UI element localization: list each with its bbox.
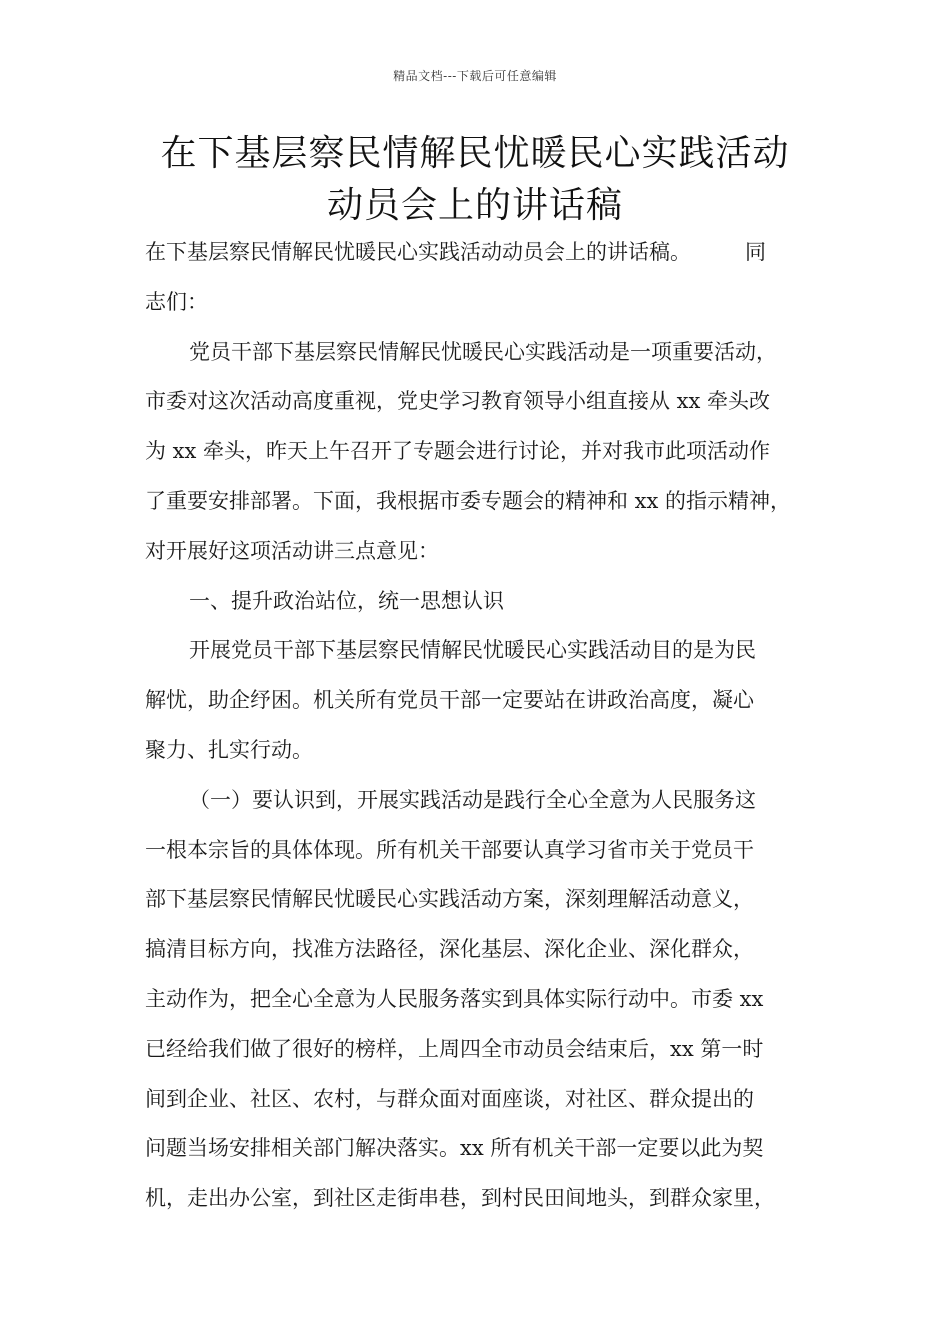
subtitle-text: 在下基层察民情解民忧暖民心实践活动动员会上的讲话稿。 xyxy=(145,240,691,264)
body-line: 主动作为，把全心全意为人民服务落实到具体实际行动中。市委 xx xyxy=(145,986,764,1011)
body-line: 对开展好这项活动讲三点意见： xyxy=(145,538,439,563)
body-line: 志们： xyxy=(145,289,208,314)
body-line: 问题当场安排相关部门解决落实。xx 所有机关干部一定要以此为契 xyxy=(145,1136,764,1161)
document-body xyxy=(145,228,825,1224)
title-line-2: 动员会上的讲话稿 xyxy=(326,185,623,226)
body-line: 机，走出办公室，到社区走街串巷，到村民田间地头，到群众家里， xyxy=(145,1186,775,1211)
body-line: 部下基层察民情解民忧暖民心实践活动方案，深刻理解活动意义， xyxy=(145,887,754,912)
paragraph-first-line: 开展党员干部下基层察民情解民忧暖民心实践活动目的是为民 xyxy=(189,638,756,663)
body-line: 为 xx 牵头，昨天上午召开了专题会进行讨论，并对我市此项活动作 xyxy=(145,439,771,464)
document-title xyxy=(120,128,830,232)
header-note: 精品文档---下载后可任意编辑 xyxy=(393,69,557,83)
body-line: 间到企业、社区、农村，与群众面对面座谈，对社区、群众提出的 xyxy=(145,1086,754,1111)
paragraph-first-line: 党员干部下基层察民情解民忧暖民心实践活动是一项重要活动， xyxy=(189,339,777,364)
body-line: 解忧，助企纾困。机关所有党员干部一定要站在讲政治高度，凝心 xyxy=(145,688,754,713)
body-line: 市委对这次活动高度重视，党史学习教育领导小组直接从 xx 牵头改 xyxy=(145,389,771,414)
subtitle-line xyxy=(145,228,825,278)
body-line: 了重要安排部署。下面，我根据市委专题会的精神和 xx 的指示精神， xyxy=(145,488,792,513)
section-heading: 一、提升政治站位，统一思想认识 xyxy=(189,588,504,613)
title-line-1: 在下基层察民情解民忧暖民心实践活动 xyxy=(160,133,790,174)
body-line: 一根本宗旨的具体体现。所有机关干部要认真学习省市关于党员干 xyxy=(145,837,754,862)
body-line: 搞清目标方向，找准方法路径，深化基层、深化企业、深化群众， xyxy=(145,937,754,962)
body-line: 已经给我们做了很好的榜样，上周四全市动员会结束后，xx 第一时 xyxy=(145,1036,764,1061)
subtitle-tail: 同 xyxy=(745,240,766,264)
paragraph-first-line: （一）要认识到，开展实践活动是践行全心全意为人民服务这 xyxy=(189,787,756,812)
body-line: 聚力、扎实行动。 xyxy=(145,737,313,762)
